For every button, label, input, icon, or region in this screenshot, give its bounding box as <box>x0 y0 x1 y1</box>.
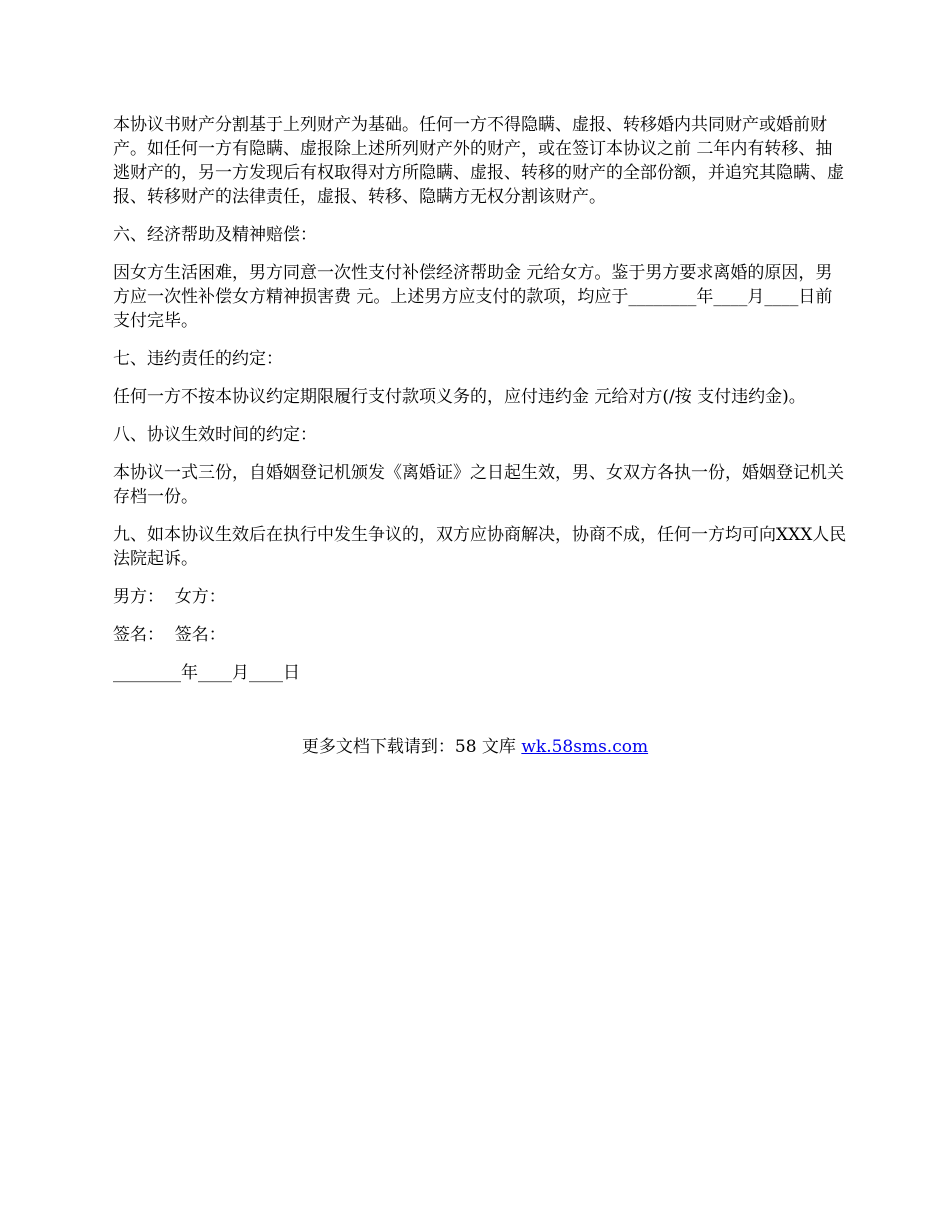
paragraph-property-clause: 本协议书财产分割基于上列财产为基础。任何一方不得隐瞒、虚报、转移婚内共同财产或婚前财产。如任何一方有隐瞒、虚报除上述所列财产外的财产，或在签订本协议之前 二年内有转移、抽逃财产的，另一方发现后有权取得对方所隐瞒、虚报、转移的财产的全部份额，并追究其隐瞒、虚报、转移财产的法律责任，虚报、转移、隐瞒方无权分割该财产。 <box>113 115 844 207</box>
paragraph-dispute-resolution: 九、如本协议生效后在执行中发生争议的，双方应协商解决，协商不成，任何一方均可向XXX人民法院起诉。 <box>113 525 847 569</box>
date-line: ________年____月____日 <box>113 663 300 683</box>
footer-link[interactable]: wk.58sms.com <box>521 737 649 757</box>
heading-breach-liability: 七、违约责任的约定： <box>113 349 283 369</box>
paragraph-breach-liability: 任何一方不按本协议约定期限履行支付款项义务的，应付违约金 元给对方(/按 支付违约金)。 <box>113 387 806 407</box>
paragraph-economic-help: 因女方生活困难，男方同意一次性支付补偿经济帮助金 元给女方。鉴于男方要求离婚的原因，男方应一次性补偿女方精神损害费 元。上述男方应支付的款项，均应于________年____月____日前支付完毕。 <box>113 263 833 331</box>
heading-economic-help: 六、经济帮助及精神赔偿： <box>113 225 317 245</box>
footer-prefix: 更多文档下载请到：58 文库 <box>301 737 522 757</box>
party-labels: 男方： 女方： <box>113 587 226 607</box>
paragraph-effective-time: 本协议一式三份，自婚姻登记机颁发《离婚证》之日起生效，男、女双方各执一份，婚姻登记机关存档一份。 <box>113 463 844 507</box>
signature-labels: 签名： 签名： <box>113 625 226 645</box>
document-body <box>113 113 848 699</box>
footer <box>0 735 950 759</box>
heading-effective-time: 八、协议生效时间的约定： <box>113 425 317 445</box>
